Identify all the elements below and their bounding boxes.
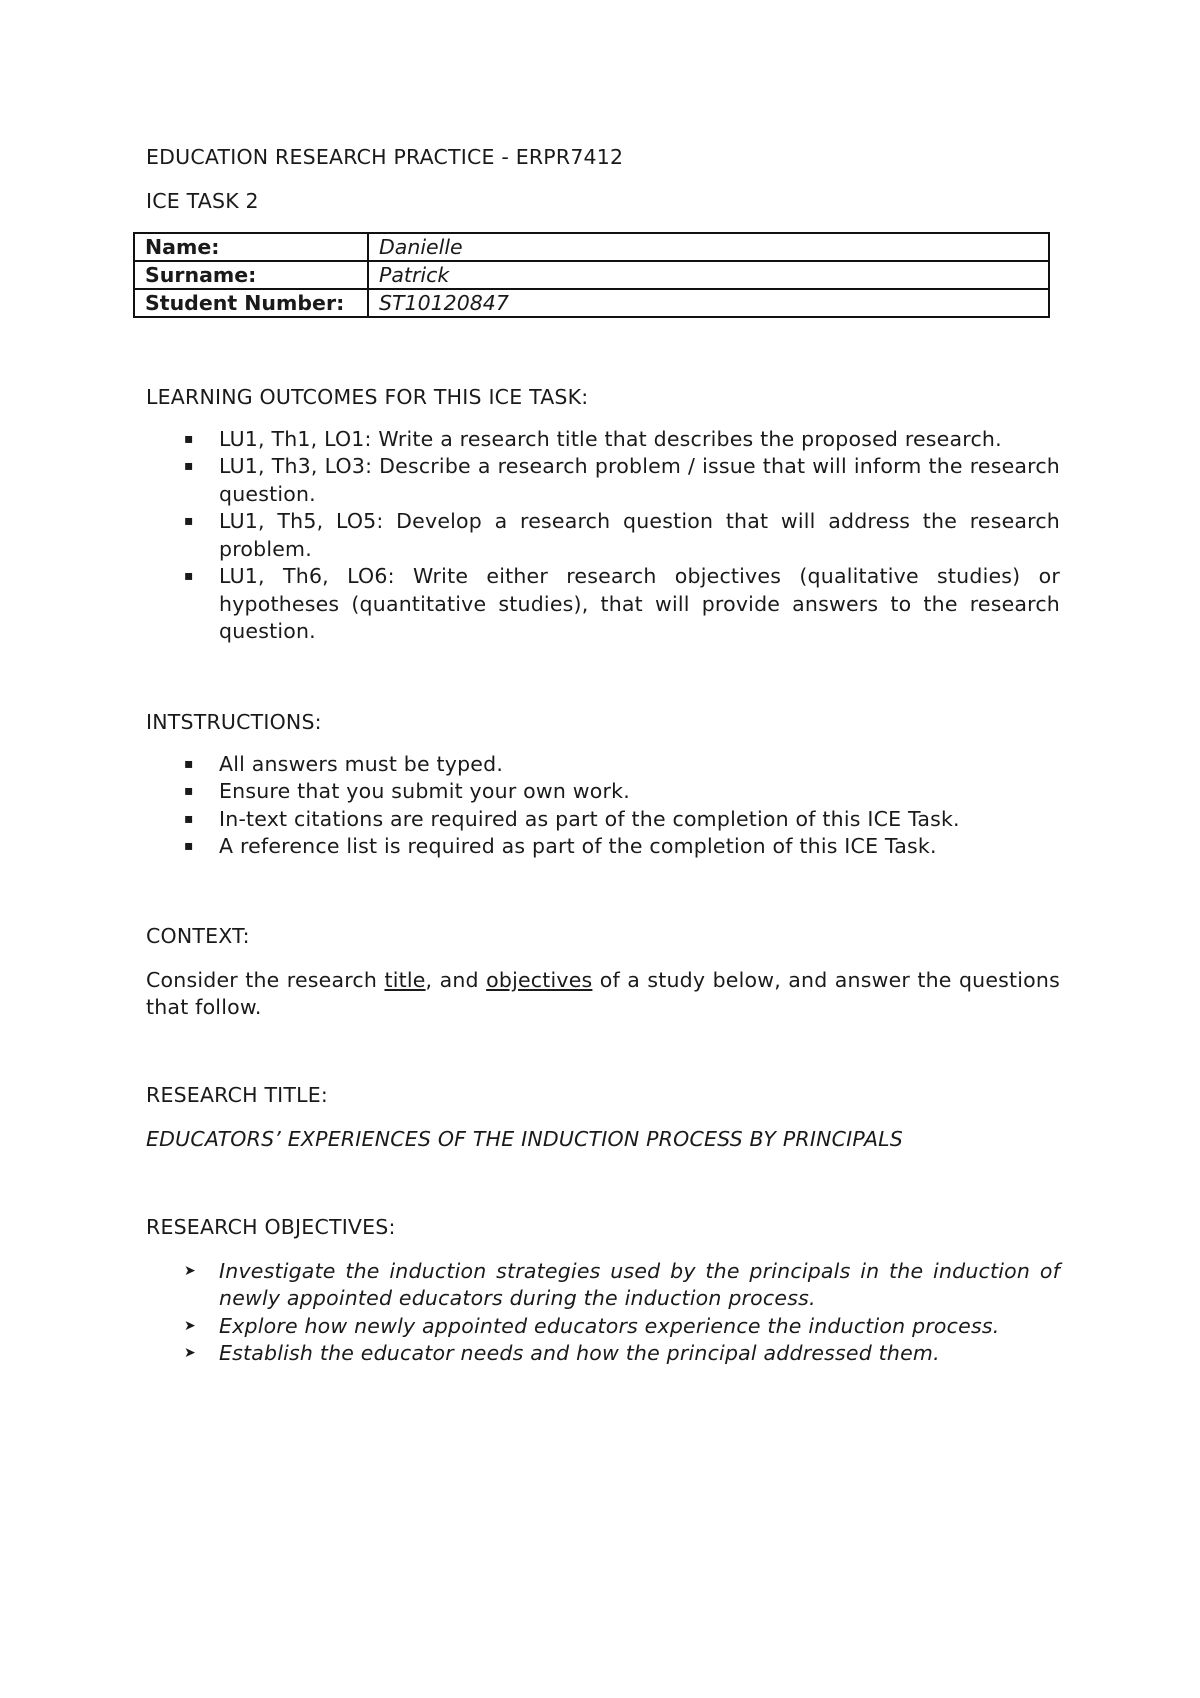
list-item: ▪ LU1, Th6, LO6: Write either research objectives (qualitative studies) or hypotheses (quantitative studies), that will provide answers to the research question. bbox=[184, 564, 1060, 643]
surname-value: Patrick bbox=[368, 261, 1049, 289]
arrowhead-bullet-icon: ➤ bbox=[184, 1317, 196, 1334]
surname-label: Surname: bbox=[134, 261, 368, 289]
context-paragraph: Consider the research title, and objectives of a study below, and answer the questions that follow. bbox=[146, 967, 1060, 1019]
research-objectives-title: RESEARCH OBJECTIVES: bbox=[146, 1215, 396, 1239]
objectives-underlined: objectives bbox=[486, 967, 593, 992]
research-title-text: EDUCATORS’ EXPERIENCES OF THE INDUCTION PROCESS BY PRINCIPALS bbox=[146, 1126, 904, 1151]
arrowhead-bullet-icon: ➤ bbox=[184, 1262, 196, 1279]
name-value: Danielle bbox=[368, 233, 1049, 261]
course-title: EDUCATION RESEARCH PRACTICE - ERPR7412 bbox=[146, 145, 624, 169]
instructions-title: INTSTRUCTIONS: bbox=[146, 710, 322, 734]
arrowhead-bullet-icon: ➤ bbox=[184, 1345, 196, 1361]
square-bullet-icon: ▪ bbox=[184, 513, 194, 529]
list-item: ➤ Explore how newly appointed educators experience the induction process. bbox=[146, 1313, 1060, 1341]
context-section bbox=[146, 923, 1060, 1022]
learning-outcomes-section bbox=[146, 384, 1060, 646]
table-row bbox=[134, 289, 1049, 317]
square-bullet-icon: ▪ bbox=[184, 810, 194, 827]
research-objectives-list bbox=[146, 1258, 1060, 1368]
list-item: ➤ Establish the educator needs and how the principal addressed them. bbox=[146, 1340, 1060, 1368]
learning-outcomes-title: LEARNING OUTCOMES FOR THIS ICE TASK: bbox=[146, 385, 589, 409]
square-bullet-icon: ▪ bbox=[184, 783, 194, 799]
learning-outcomes-list bbox=[146, 426, 1060, 646]
list-item: ▪ LU1, Th1, LO1: Write a research title that describes the proposed research. bbox=[146, 426, 1060, 454]
list-item: ▪ Ensure that you submit your own work. bbox=[146, 778, 1060, 806]
list-item: ▪ In-text citations are required as part of the completion of this ICE Task. bbox=[146, 806, 1060, 834]
table-row bbox=[134, 233, 1049, 261]
student-number-value: ST10120847 bbox=[368, 289, 1049, 317]
list-item: ▪ LU1, Th3, LO3: Describe a research problem / issue that will inform the research question. bbox=[184, 454, 1060, 506]
document-body bbox=[146, 144, 1060, 215]
square-bullet-icon: ▪ bbox=[184, 430, 194, 447]
instructions-section bbox=[146, 709, 1060, 861]
square-bullet-icon: ▪ bbox=[184, 458, 194, 474]
table-row bbox=[134, 261, 1049, 289]
instructions-list bbox=[146, 751, 1060, 861]
name-label: Name: bbox=[134, 233, 368, 261]
list-item: ▪ All answers must be typed. bbox=[146, 751, 1060, 779]
list-item: ▪ A reference list is required as part of the completion of this ICE Task. bbox=[146, 833, 1060, 861]
student-info-table bbox=[133, 232, 1050, 318]
list-item: ➤ Investigate the induction strategies used by the principals in the induction of newly appointed educators during the induction process. bbox=[184, 1258, 1060, 1310]
list-item: ▪ LU1, Th5, LO5: Develop a research question that will address the research problem. bbox=[184, 509, 1060, 561]
research-title-heading: RESEARCH TITLE: bbox=[146, 1083, 329, 1107]
research-objectives-section bbox=[146, 1214, 1060, 1368]
context-title: CONTEXT: bbox=[146, 924, 250, 948]
square-bullet-icon: ▪ bbox=[184, 755, 194, 772]
task-title: ICE TASK 2 bbox=[146, 188, 259, 213]
research-title-section bbox=[146, 1082, 1060, 1153]
student-number-label: Student Number: bbox=[134, 289, 368, 317]
square-bullet-icon: ▪ bbox=[184, 838, 194, 854]
square-bullet-icon: ▪ bbox=[184, 568, 194, 584]
title-underlined: title bbox=[384, 967, 426, 992]
